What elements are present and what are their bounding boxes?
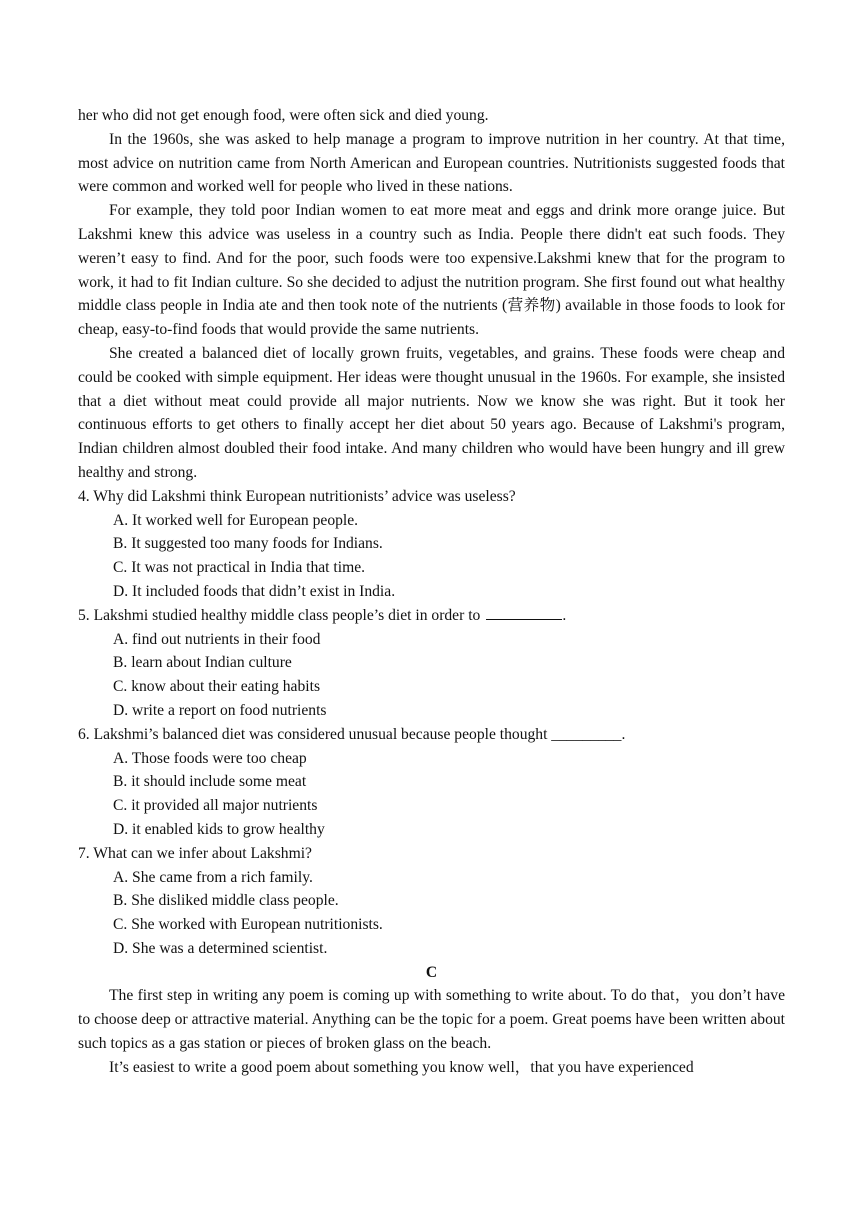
passage-b-paragraph-3: She created a balanced diet of locally grown fruits, vegetables, and grains. These foods were cheap and could be cooked with simple equipment. Her ideas were thought unusual in the 1960s. For example, she insisted that a diet without meat could provide all major nutrients. Now we know she was right. But it took her continuous efforts to get others to finally accept her diet about 50 years ago. Because of Lakshmi's program, Indian children almost doubled their food intake. And many children who would have been hungry and ill grew healthy and strong.: [78, 344, 785, 481]
page-content: [78, 104, 785, 1080]
option-a: A. She came from a rich family.: [113, 868, 313, 886]
option-b: B. learn about Indian culture: [113, 654, 292, 672]
option-b: B. It suggested too many foods for Indians.: [113, 535, 383, 553]
option-a: A. It worked well for European people.: [113, 511, 359, 529]
option-c: C. She worked with European nutritionists.: [113, 916, 383, 934]
option-b: B. it should include some meat: [113, 773, 307, 791]
option-d: D. write a report on food nutrients: [113, 701, 327, 719]
option-a: A. find out nutrients in their food: [113, 630, 321, 648]
option-d: D. It included foods that didn’t exist in India.: [113, 582, 396, 600]
section-c-paragraph-2: It’s easiest to write a good poem about something you know well，that you have experienced: [109, 1058, 694, 1076]
option-c: C. It was not practical in India that time.: [113, 559, 366, 577]
option-c: C. it provided all major nutrients: [113, 797, 318, 815]
option-b: B. She disliked middle class people.: [113, 892, 339, 910]
question-stem: 4. Why did Lakshmi think European nutritionists’ advice was useless?: [78, 487, 516, 505]
question-4: [78, 485, 785, 604]
question-stem: 5. Lakshmi studied healthy middle class people’s diet in order to: [78, 606, 481, 624]
section-c-paragraph-1: The first step in writing any poem is coming up with something to write about. To do that，you don’t have to choose deep or attractive material. Anything can be the topic for a poem. Great poems have been written about such topics as a gas station or pieces of broken glass on the beach.: [78, 987, 785, 1053]
passage-b-paragraph-1: In the 1960s, she was asked to help manage a program to improve nutrition in her country. At that time, most advice on nutrition came from North American and European countries. Nutritionists suggested foods that were common and worked well for people who lived in these nations.: [78, 130, 785, 196]
passage-b-paragraph-2: For example, they told poor Indian women to eat more meat and eggs and drink more orange juice. But Lakshmi knew this advice was useless in a country such as India. People there didn't eat such foods. They weren’t easy to find. And for the poor, such foods were too expensive.Lakshmi knew that for the program to work, it had to fit Indian culture. So she decided to adjust the nutrition program. She first found out what healthy middle class people in India ate and then took note of the nutrients (营养物) available in those foods to look for cheap, easy-to-find foods that would provide the same nutrients.: [78, 202, 785, 339]
option-a: A. Those foods were too cheap: [113, 749, 307, 767]
option-d: D. She was a determined scientist.: [113, 939, 328, 957]
question-7: [78, 842, 785, 961]
section-c-heading: C: [425, 963, 438, 981]
option-d: D. it enabled kids to grow healthy: [113, 820, 325, 838]
option-c: C. know about their eating habits: [113, 678, 321, 696]
passage-b-continuation: her who did not get enough food, were often sick and died young.: [78, 107, 489, 124]
question-stem-end: .: [562, 606, 567, 624]
question-stem-line: [78, 604, 785, 628]
question-stem: 7. What can we infer about Lakshmi?: [78, 844, 312, 862]
question-5: [78, 604, 785, 723]
answer-blank: [486, 605, 562, 620]
question-6: [78, 723, 785, 842]
question-stem: 6. Lakshmi’s balanced diet was considered unusual because people thought _________.: [78, 725, 626, 743]
